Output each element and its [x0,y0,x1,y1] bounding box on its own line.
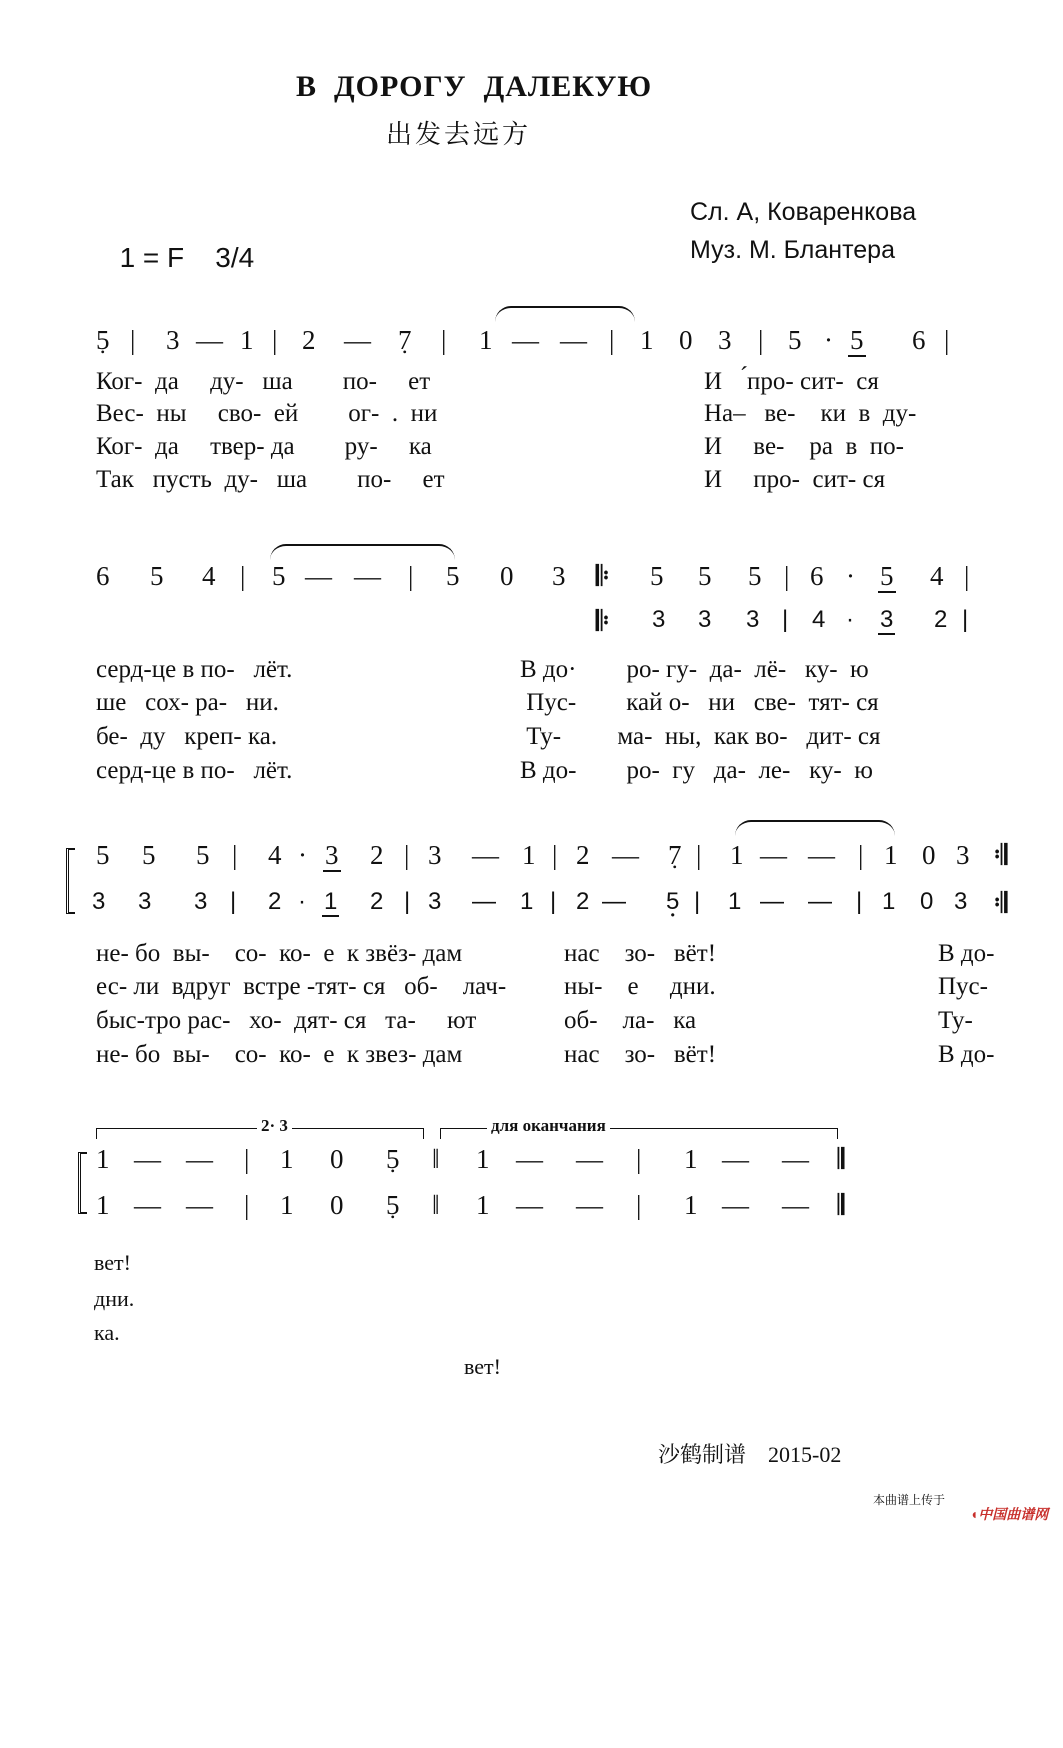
lyric-line: Вес- ны сво- ей ог- . ни [96,400,438,427]
lyric-line: не- бо вы- со- ко- е к звез- дам [96,1041,463,1068]
note: 3 [428,840,442,870]
repeat-start-sign: 𝄆 [596,606,610,636]
logo-icon: ◖ [969,1506,979,1522]
note: 1 [96,1190,110,1220]
lyric-line: об- ла- ка [564,1007,697,1034]
dot: · [824,325,833,355]
note: 0 [679,325,693,355]
barline: | [232,840,238,870]
note: 1 [730,840,744,870]
note: 5 [142,840,156,870]
dash: — [722,1144,749,1174]
note: 3 [428,888,442,915]
barline: | [784,561,790,591]
lyric-line: бе- ду креп- ка. [96,723,278,750]
dash: — [760,840,787,870]
lyric-line: Ког- да ду- ша по- ет [96,368,431,395]
note: 5 [272,561,286,591]
note: 1 [884,840,898,870]
notation-row-lower [0,888,1063,922]
song-subtitle: 出发去远方 [386,120,532,149]
dash: — [186,1190,213,1220]
volta-1-bracket [96,1116,424,1139]
note: 1 [476,1144,490,1174]
note: 5 [788,325,802,355]
note: 1 [479,325,493,355]
lyric-line: не- бо вы- со- ко- е к звёз- дам [96,940,463,967]
note: 1 [324,888,338,915]
volta-1-label: 2· 3 [257,1116,292,1136]
lyric-pickup: В до- [938,940,995,967]
lyricist-credit: Сл. А, Коваренкова [690,198,917,226]
note: 4 [930,561,944,591]
notation-row [0,1144,1063,1178]
slur [270,544,455,560]
dot: · [298,888,306,915]
dash: — [344,325,371,355]
barline: | [962,606,969,633]
barline: | [696,840,702,870]
double-barline: ‖ [432,1190,440,1220]
note: 1 [728,888,742,915]
barline: | [782,606,789,633]
dash: — [354,561,381,591]
dash: — [576,1190,603,1220]
slur [735,820,895,836]
dash: — [134,1190,161,1220]
barline: | [858,840,864,870]
dash: — [782,1190,809,1220]
note: 5 [446,561,460,591]
barline: | [244,1190,250,1220]
double-barline: ‖ [432,1144,440,1174]
note: 1 [522,840,536,870]
final-barline: 𝄂 [838,1190,845,1220]
barline: | [130,325,136,355]
barline: | [758,325,764,355]
arranger-credit: 沙鹤制谱 2015-02 [658,1442,842,1467]
dash: — [612,840,639,870]
note: 3 [166,325,180,355]
note: 4 [202,561,216,591]
note: 5 [150,561,164,591]
barline: | [964,561,970,591]
note: 3 [194,888,208,915]
composer-credit: Муз. М. Блантера [690,236,895,264]
note: 7 • [668,840,682,871]
note: 2 [576,840,590,870]
note: 2 [302,325,316,355]
note: 1 [640,325,654,355]
repeat-end-sign: 𝄇 [994,840,1008,870]
lyric-line: вет! [94,1250,131,1275]
note: 5 [96,840,110,870]
notation-row [0,561,1063,595]
note: 6 [96,561,110,591]
lyric-pickup: Пус- [938,973,988,1000]
dash: — [808,888,832,915]
dash: — [305,561,332,591]
dash: — [602,888,626,915]
barline: | [944,325,950,355]
note: 3 [880,606,894,633]
dash: — [516,1144,543,1174]
note: 3 [954,888,968,915]
note: 2 [370,888,384,915]
barline: | [408,561,414,591]
note: 5 • [666,888,679,916]
note: 1 [684,1144,698,1174]
dash: — [516,1190,543,1220]
note: 1 [280,1144,294,1174]
barline: | [609,325,615,355]
final-lyric: вет! [464,1354,501,1379]
lyric-line: ны- е дни. [564,973,716,1000]
dot: · [846,606,854,633]
note: 0 [920,888,934,915]
volta-2-label: для оканчания [487,1116,610,1136]
note: 5 • [386,1144,400,1175]
dash: — [576,1144,603,1174]
notation-row [0,840,1063,874]
barline: | [244,1144,250,1174]
volta-2-bracket [440,1116,838,1139]
barline: | [550,888,557,915]
dash: — [512,325,539,355]
note: 5 [650,561,664,591]
lyric-line: нас зо- вёт! [564,1041,717,1068]
lyric-line: Ког- да твер- да ру- ка [96,433,432,460]
note: 5 [698,561,712,591]
time-signature: 3/4 [215,242,255,273]
final-barline: 𝄂 [838,1144,845,1174]
barline: | [441,325,447,355]
note: 3 [718,325,732,355]
note: 5 [880,561,894,591]
song-title: В ДОРОГУ ДАЛЕКУЮ [296,70,653,103]
note: 2 [934,606,948,633]
note: 3 [138,888,152,915]
note: 3 [746,606,760,633]
note: 0 [922,840,936,870]
dot: · [846,561,855,591]
note: 3 [552,561,566,591]
barline: | [230,888,237,915]
note: 0 [330,1144,344,1174]
note: 1 [882,888,896,915]
site-logo[interactable] [962,1488,1048,1524]
repeat-end-sign: 𝄇 [994,888,1008,918]
lyric-line: И ве- ра в по- [704,433,904,460]
lyric-line: серд-це в по- лёт. [96,757,293,784]
note: 3 [956,840,970,870]
lyric-pickup: В до- [938,1041,995,1068]
note: 2 [268,888,282,915]
lyric-line: И про- сит- ся [704,466,886,493]
dash: — [186,1144,213,1174]
note: 2 [576,888,590,915]
note: 5 [850,325,864,355]
dash: — [472,888,496,915]
barline: | [636,1144,642,1174]
barline: | [636,1190,642,1220]
dash: — [760,888,784,915]
dash: — [560,325,587,355]
lyric-line: ше сох- ра- ни. [96,689,279,716]
barline: | [552,840,558,870]
note: 1 [96,1144,110,1174]
note: 6 [912,325,926,355]
note: 5 [196,840,210,870]
barline: | [404,888,411,915]
key-signature [104,210,254,274]
note: 4 [812,606,826,633]
note: 5 • [386,1190,400,1221]
note: 7 • [398,325,412,356]
lyric-line: серд-це в по- лёт. [96,656,293,683]
barline: | [272,325,278,355]
lyric-line: На– ве- ки в ду- [704,400,917,427]
lyric-line: В до· ро- гу- да- лё- ку- ю [520,656,869,683]
lyric-line: Пус- кай о- ни све- тят- ся [520,689,879,716]
note: 5 [748,561,762,591]
lyric-line: В до- ро- гу да- ле- ку- ю [520,757,873,784]
dash: — [782,1144,809,1174]
lyric-line: ес- ли вдруг встре -тят- ся об- лач- [96,973,507,1000]
barline: | [240,561,246,591]
dash: — [808,840,835,870]
notation-row [0,325,1063,359]
dot: · [298,840,307,870]
lyric-pickup: Ту- [938,1007,973,1034]
note: 1 [684,1190,698,1220]
slur [495,306,635,322]
note: 5 • [96,325,110,356]
note: 1 [240,325,254,355]
barline: | [404,840,410,870]
upload-notice: 本曲谱上传于 [873,1493,946,1507]
note: 3 [92,888,106,915]
note: 0 [500,561,514,591]
site-name: 中国曲谱网 [978,1506,1049,1522]
lyric-line: ка. [94,1320,120,1345]
note: 0 [330,1190,344,1220]
lyric-line: Ту- ма- ны, как во- дит- ся [520,723,881,750]
dash: — [472,840,499,870]
note: 2 [370,840,384,870]
note: 3 [325,840,339,870]
notation-row-lower [0,606,1063,640]
dash: — [134,1144,161,1174]
lyric-line: быс-тро рас- хо- дят- ся та- ют [96,1007,477,1034]
key: 1 = F [119,242,185,273]
lyric-line: дни. [94,1286,135,1311]
note: 1 [280,1190,294,1220]
notation-row-lower [0,1190,1063,1224]
lyric-line: И ́про- сит- ся [704,368,879,395]
barline: | [694,888,701,915]
note: 1 [476,1190,490,1220]
lyric-line: Так пусть ду- ша по- ет [96,466,445,493]
note: 3 [698,606,712,633]
note: 4 [268,840,282,870]
note: 3 [652,606,666,633]
note: 6 [810,561,824,591]
dash: — [196,325,223,355]
repeat-start-sign: 𝄆 [596,561,610,591]
barline: | [856,888,863,915]
note: 1 [520,888,534,915]
dash: — [722,1190,749,1220]
lyric-line: нас зо- вёт! [564,940,717,967]
